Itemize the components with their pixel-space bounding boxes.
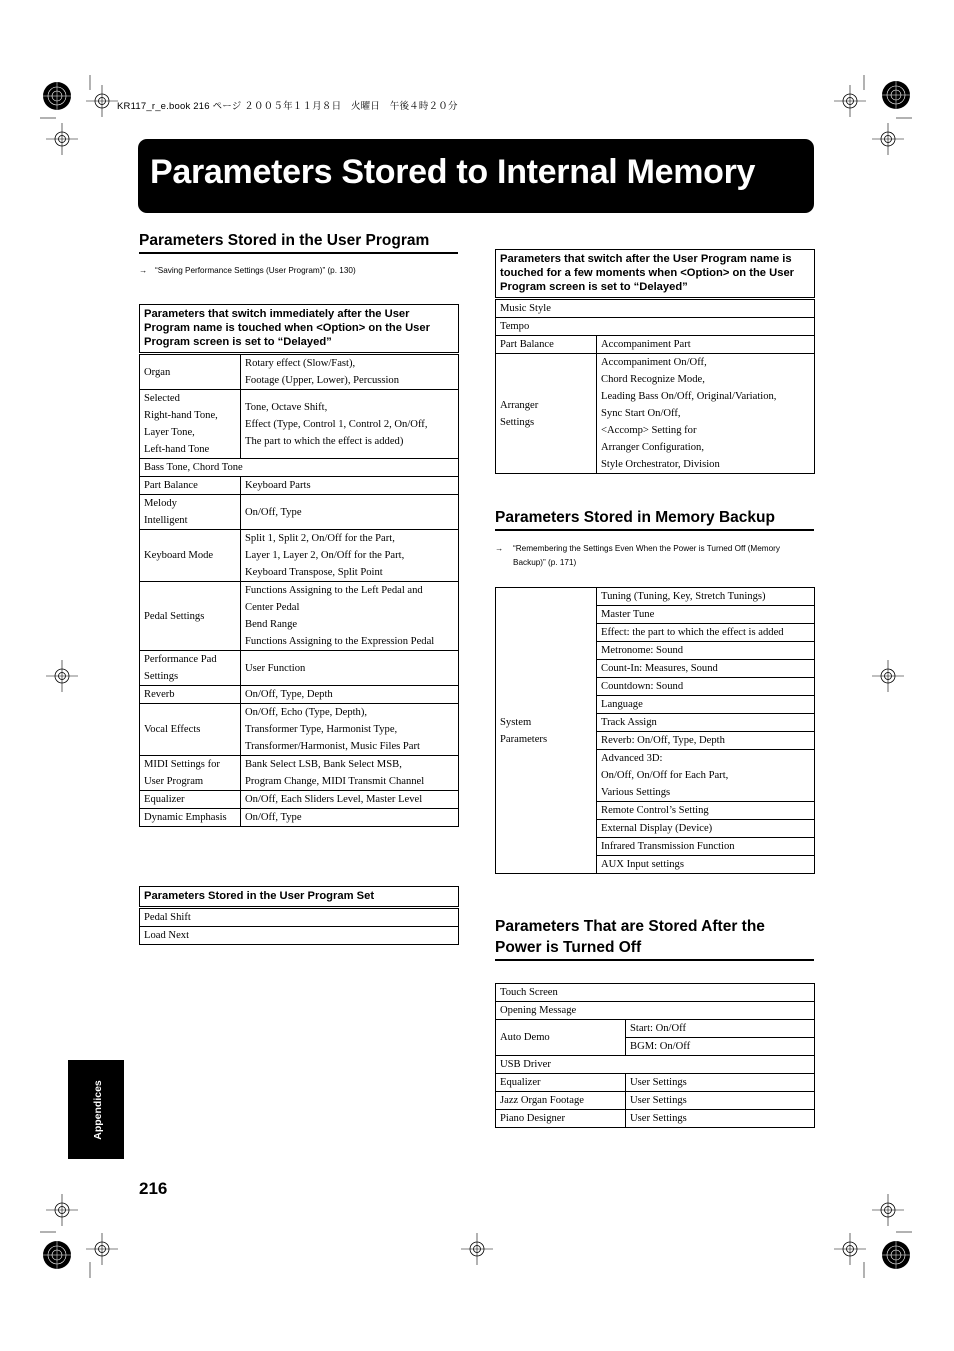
table-row	[496, 1056, 815, 1074]
param-value: BGM: On/Off	[626, 1038, 815, 1056]
table-row	[140, 390, 459, 459]
table-row	[496, 318, 815, 336]
table-row	[140, 686, 459, 704]
table-row	[496, 250, 815, 299]
param-name: Tempo	[496, 318, 815, 336]
param-value: Accompaniment Part	[597, 336, 815, 354]
param-name: Reverb	[140, 686, 241, 704]
title-bar	[138, 139, 814, 213]
param-name: Equalizer	[140, 791, 241, 809]
param-name: Performance Pad Settings	[140, 651, 241, 686]
table-immediate-parameters	[139, 304, 459, 827]
param-value: On/Off, Type	[241, 809, 459, 827]
table-row	[496, 336, 815, 354]
cross-reference	[139, 264, 458, 278]
param-name: Equalizer	[496, 1074, 626, 1092]
table-header: Parameters that switch after the User Program name is touched for a few moments when <Option> on the User Program screen is set to “Delayed”	[496, 250, 815, 299]
param-group: System Parameters	[496, 588, 597, 874]
table-user-program-set	[139, 886, 459, 945]
table-row	[140, 908, 459, 927]
param-value: User Settings	[626, 1110, 815, 1128]
param-name: Melody Intelligent	[140, 495, 241, 530]
param-name: MIDI Settings for User Program	[140, 756, 241, 791]
table-row	[496, 588, 815, 606]
print-header: KR117_r_e.book 216 ページ ２００５年１１月８日 火曜日 午後４時２０分	[117, 101, 458, 112]
table-header: Parameters that switch immediately after the User Program name is touched when <Option> on the User Program screen is set to “Delayed”	[140, 305, 459, 354]
param-value: Metronome: Sound	[597, 642, 815, 660]
table-delayed-parameters	[495, 249, 815, 474]
param-name: Jazz Organ Footage	[496, 1092, 626, 1110]
section-heading: Parameters Stored in Memory Backup	[495, 507, 814, 531]
param-value: Tone, Octave Shift, Effect (Type, Control 1, Control 2, On/Off, The part to which the effect is added)	[241, 390, 459, 459]
table-row	[496, 1002, 815, 1020]
table-row	[496, 984, 815, 1002]
param-name: Dynamic Emphasis	[140, 809, 241, 827]
param-value: Count-In: Measures, Sound	[597, 660, 815, 678]
param-value: Advanced 3D: On/Off, On/Off for Each Part, Various Settings	[597, 750, 815, 802]
arrow-icon: →	[139, 266, 148, 275]
param-name: Keyboard Mode	[140, 530, 241, 582]
reference-link[interactable]: “Remembering the Settings Even When the Power is Turned Off (Memory Backup)” (p. 171)	[513, 544, 780, 567]
table-memory-backup	[495, 587, 815, 874]
section-user-program	[139, 230, 458, 254]
param-value: On/Off, Type	[241, 495, 459, 530]
param-name: Pedal Settings	[140, 582, 241, 651]
param-name: Organ	[140, 354, 241, 390]
cross-reference	[495, 542, 814, 570]
param-value: Countdown: Sound	[597, 678, 815, 696]
table-row	[496, 1092, 815, 1110]
param-value: Rotary effect (Slow/Fast), Footage (Upper, Lower), Percussion	[241, 354, 459, 390]
param-value: On/Off, Each Sliders Level, Master Level	[241, 791, 459, 809]
table-row	[496, 299, 815, 318]
table-row	[140, 354, 459, 390]
param-value: User Settings	[626, 1074, 815, 1092]
param-name: Piano Designer	[496, 1110, 626, 1128]
param-value: Track Assign	[597, 714, 815, 732]
param-name: USB Driver	[496, 1056, 815, 1074]
section-memory-backup	[495, 507, 814, 531]
table-row	[140, 495, 459, 530]
param-value: Accompaniment On/Off, Chord Recognize Mode, Leading Bass On/Off, Original/Variation, Sync Start On/Off, <Accomp> Setting for Arranger Configuration, Style Orchestrator, Division	[597, 354, 815, 474]
param-value: Language	[597, 696, 815, 714]
param-name: Pedal Shift	[140, 908, 459, 927]
param-value: Start: On/Off	[626, 1020, 815, 1038]
param-value: Infrared Transmission Function	[597, 838, 815, 856]
table-header: Parameters Stored in the User Program Set	[140, 887, 459, 908]
table-row	[140, 459, 459, 477]
table-row	[140, 530, 459, 582]
param-name: Vocal Effects	[140, 704, 241, 756]
param-value: User Function	[241, 651, 459, 686]
section-after-power-off	[495, 916, 814, 961]
table-row	[140, 651, 459, 686]
param-value: On/Off, Type, Depth	[241, 686, 459, 704]
param-name: Arranger Settings	[496, 354, 597, 474]
param-value: Functions Assigning to the Left Pedal and Center Pedal Bend Range Functions Assigning to the Expression Pedal	[241, 582, 459, 651]
param-value: Master Tune	[597, 606, 815, 624]
section-heading: Parameters Stored in the User Program	[139, 230, 458, 254]
param-name: Selected Right-hand Tone, Layer Tone, Left-hand Tone	[140, 390, 241, 459]
table-row	[496, 1020, 815, 1038]
table-row	[140, 887, 459, 908]
param-name: Bass Tone, Chord Tone	[140, 459, 459, 477]
param-value: Remote Control’s Setting	[597, 802, 815, 820]
param-name: Auto Demo	[496, 1020, 626, 1056]
table-row	[140, 477, 459, 495]
param-name: Music Style	[496, 299, 815, 318]
param-value: External Display (Device)	[597, 820, 815, 838]
param-value: Effect: the part to which the effect is added	[597, 624, 815, 642]
table-row	[140, 809, 459, 827]
param-value: User Settings	[626, 1092, 815, 1110]
reference-link[interactable]: “Saving Performance Settings (User Program)” (p. 130)	[155, 266, 356, 275]
param-value: Split 1, Split 2, On/Off for the Part, Layer 1, Layer 2, On/Off for the Part, Keyboard Transpose, Split Point	[241, 530, 459, 582]
table-row	[496, 354, 815, 474]
param-value: Reverb: On/Off, Type, Depth	[597, 732, 815, 750]
param-name: Part Balance	[496, 336, 597, 354]
side-tab	[68, 1060, 124, 1159]
param-name: Opening Message	[496, 1002, 815, 1020]
side-tab-label: Appendices	[92, 1080, 104, 1140]
table-row	[140, 305, 459, 354]
table-row	[140, 582, 459, 651]
table-row	[140, 756, 459, 791]
param-value: Bank Select LSB, Bank Select MSB, Program Change, MIDI Transmit Channel	[241, 756, 459, 791]
table-row	[140, 704, 459, 756]
param-value: Keyboard Parts	[241, 477, 459, 495]
param-value: Tuning (Tuning, Key, Stretch Tunings)	[597, 588, 815, 606]
arrow-icon: →	[495, 544, 504, 553]
param-name: Touch Screen	[496, 984, 815, 1002]
param-name: Load Next	[140, 927, 459, 945]
table-row	[496, 1074, 815, 1092]
page-title: Parameters Stored to Internal Memory	[150, 153, 756, 191]
section-heading: Parameters That are Stored After the Power is Turned Off	[495, 916, 814, 961]
table-row	[140, 927, 459, 945]
table-after-power-off	[495, 983, 815, 1128]
param-value: AUX Input settings	[597, 856, 815, 874]
page-number: 216	[139, 1179, 168, 1198]
table-row	[496, 1110, 815, 1128]
param-value: On/Off, Echo (Type, Depth), Transformer Type, Harmonist Type, Transformer/Harmonist, Music Files Part	[241, 704, 459, 756]
table-row	[140, 791, 459, 809]
param-name: Part Balance	[140, 477, 241, 495]
